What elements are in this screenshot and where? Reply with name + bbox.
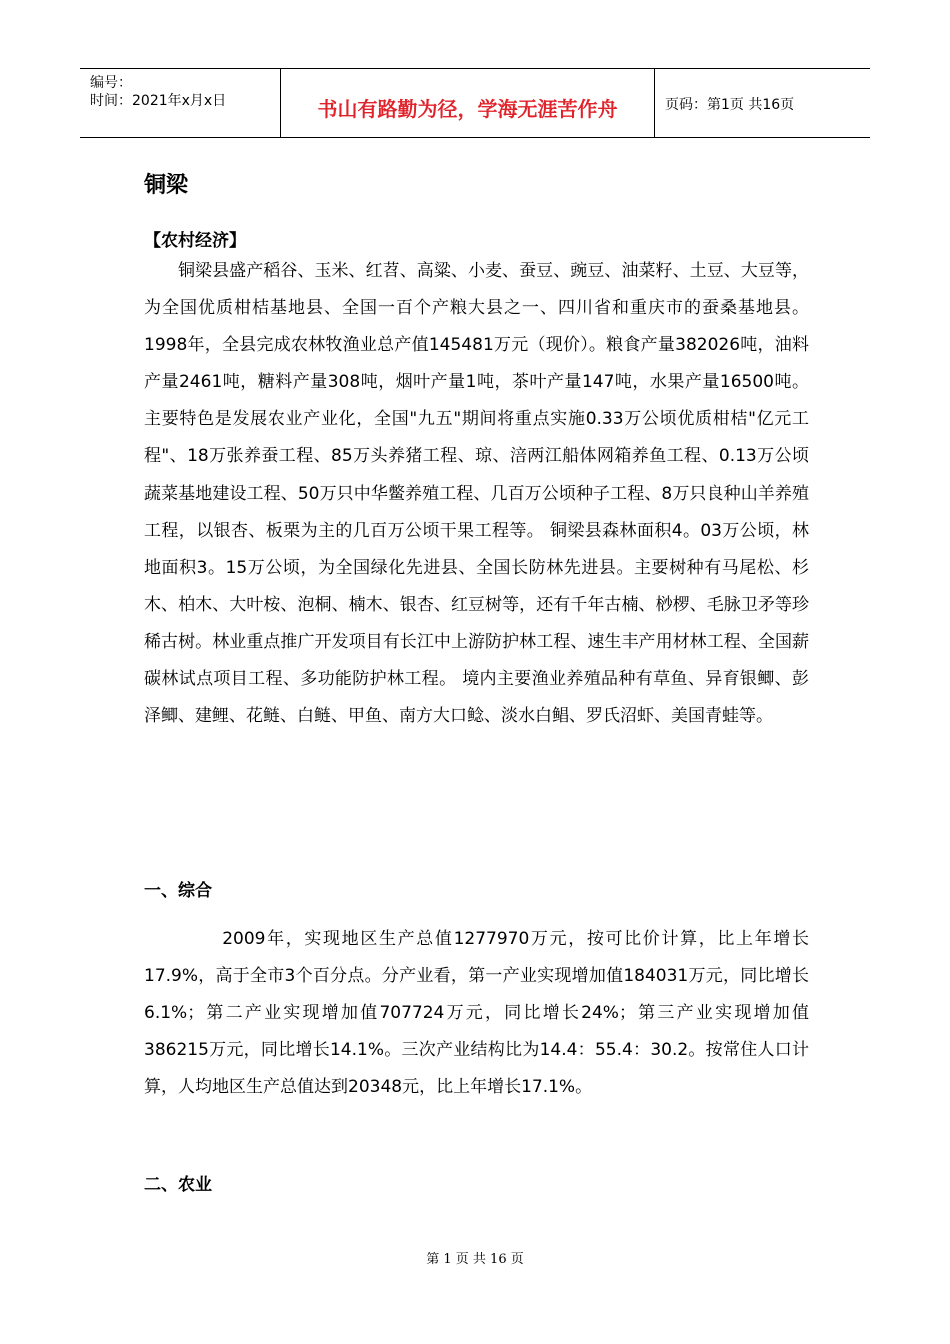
page-footer: 第 1 页 共 16 页 [426, 1252, 524, 1267]
rural-economy-paragraph: 铜梁县盛产稻谷、玉米、红苕、高粱、小麦、蚕豆、豌豆、油菜籽、土豆、大豆等，为全国优质柑桔基地县、全国一百个产粮大县之一、四川省和重庆市的蚕桑基地县。1998年，全县完成农林牧渔业总产值145481万元（现价）。粮食产量382026吨，油料产量2461吨，糖料产量308吨，烟叶产量1吨，茶叶产量147吨，水果产量16500吨。主要特色是发展农业产业化，全国"九五"期间将重点实施0.33万公顷优质柑桔"亿元工程"、18万张养蚕工程、85万头养猪工程、琼、涪两江船体网箱养鱼工程、0.13万公顷蔬菜基地建设工程、50万只中华鳖养殖工程、几百万公顷种子工程、8万只良种山羊养殖工程，以银杏、板栗为主的几百万公顷干果工程等。 铜梁县森林面积4。03万公顷，林地面积3。15万公顷，为全国绿化先进县、全国长防林先进县。主要树种有马尾松、杉木、柏木、大叶桉、泡桐、楠木、银杏、红豆树等，还有千年古楠、桫椤、毛脉卫矛等珍稀古树。林业重点推广开发项目有长江中上游防护林工程、速生丰产用材林工程、全国薪碳林试点项目工程、多功能防护林工程。 境内主要渔业养殖品种有草鱼、异育银鲫、彭泽鲫、建鲤、花鲢、白鲢、甲鱼、南方大口鲶、淡水白鲳、罗氏沼虾、美国青蛙等。 [144, 261, 809, 727]
general-section-heading: 一、综合 [144, 881, 212, 901]
header-meta-cell [80, 69, 281, 137]
rural-economy-heading: 【农村经济】 [144, 231, 246, 251]
header-motto: 书山有路勤为径，学海无涯苦作舟 [317, 97, 618, 121]
header-page-cell [655, 69, 870, 137]
document-header [80, 68, 870, 138]
document-number-label: 编号： [90, 75, 132, 91]
document-date: 时间：2021年x月x日 [90, 93, 227, 109]
header-page-info: 页码：第1页 共16页 [665, 97, 795, 113]
header-motto-cell [281, 69, 655, 137]
general-section-paragraph: 2009年，实现地区生产总值1277970万元，按可比价计算，比上年增长17.9%，高于全市3个百分点。分产业看，第一产业实现增加值184031万元，同比增长6.1%；第二产业实现增加值707724万元，同比增长24%；第三产业实现增加值386215万元，同比增长14.1%。三次产业结构比为14.4：55.4：30.2。按常住人口计算，人均地区生产总值达到20348元，比上年增长17.1%。 [144, 929, 809, 1098]
page-title: 铜梁 [144, 173, 189, 198]
agriculture-section-heading: 二、农业 [144, 1175, 212, 1195]
